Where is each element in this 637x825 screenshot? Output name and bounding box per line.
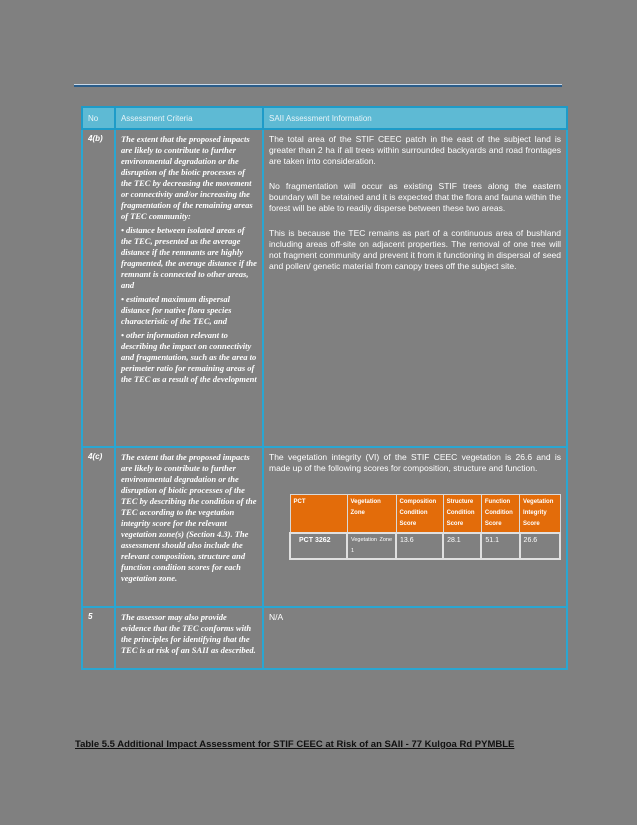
pct-value: PCT 3262	[290, 533, 347, 559]
table-header-row	[82, 107, 567, 129]
table-row	[82, 447, 567, 607]
row-number: 4(b)	[82, 129, 115, 447]
integrity-score: 26.6	[520, 533, 560, 559]
table-caption: Table 5.5 Additional Impact Assessment for STIF CEEC at Risk of an SAII - 77 Kulgoa Rd PYMBLE	[75, 739, 515, 750]
criteria-cell	[115, 607, 263, 669]
header-saii-information: SAII Assessment Information	[263, 107, 567, 129]
row-number: 5	[82, 607, 115, 669]
row-number: 4(c)	[82, 447, 115, 607]
header-assessment-criteria: Assessment Criteria	[115, 107, 263, 129]
inner-data-row	[290, 533, 560, 559]
inner-header-function: Function Condition Score	[481, 495, 519, 534]
assessment-table	[81, 106, 568, 670]
info-paragraph: The total area of the STIF CEEC patch in the east of the subject land is greater than 2 ha if all trees within surrounded backyards and road frontages are taken into consideration.	[269, 134, 561, 166]
info-cell	[263, 607, 567, 669]
info-paragraph: The vegetation integrity (VI) of the STIF CEEC vegetation is 26.6 and is made up of the following scores for composition, structure and function.	[269, 452, 561, 473]
criteria-text: The extent that the proposed impacts are likely to contribute to further environmental degradation or the disruption of biotic processes of the TEC by describing the condition of the TEC according to the vegetation integrity score for the relevant vegetation zone(s) (Section 4.3). The assessment should also include the relevant composition, structure and function condition scores for each vegetation zone.	[120, 452, 257, 583]
composition-score: 13.6	[396, 533, 443, 559]
info-cell	[263, 447, 567, 607]
inner-header-pct: PCT	[290, 495, 347, 534]
criteria-bullet: • distance between isolated areas of the TEC, presented as the average distance if the remnants are highly fragmented, the average distance if the remnant is connected to other areas, and	[120, 225, 257, 290]
criteria-text: The extent that the proposed impacts are likely to contribute to further environmental degradation or the disruption of the biotic processes of the TEC by decreasing the movement or connectivity and/or increasing the fragmentation of the remaining areas of TEC community:	[120, 134, 253, 221]
inner-header-vegetation-zone: Vegetation Zone	[347, 495, 396, 534]
info-paragraph: This is because the TEC remains as part of a continuous area of bushland including areas off-site on adjacent properties. The removal of one tree will not fragment community and prevent it from it functioning in dispersal of seed and pollen/ genetic material from canopy trees off the subject site.	[269, 228, 561, 271]
vegetation-zone-value: Vegetation Zone 1	[347, 533, 396, 559]
info-cell	[263, 129, 567, 447]
condition-score-table	[289, 494, 561, 560]
info-paragraph: No fragmentation will occur as existing STIF trees along the eastern boundary will be retained and it is expected that the flora and fauna within the forest will be able to readily disperse between these two areas.	[269, 181, 561, 213]
criteria-bullet: • estimated maximum dispersal distance for native flora species characteristic of the TEC, and	[120, 294, 232, 326]
table-row	[82, 607, 567, 669]
criteria-cell	[115, 447, 263, 607]
criteria-cell	[115, 129, 263, 447]
header-rule	[74, 84, 562, 87]
function-score: 51.1	[481, 533, 519, 559]
inner-header-integrity: Vegetation Integrity Score	[520, 495, 560, 534]
inner-header-composition: Composition Condition Score	[396, 495, 443, 534]
criteria-bullet: • other information relevant to describing the impact on connectivity and fragmentation, such as the area to perimeter ratio for remaining areas of the TEC as a result of the development	[120, 330, 257, 384]
criteria-text: The assessor may also provide evidence that the TEC conforms with the principles for identifying that the TEC is at risk of an SAII as described.	[120, 612, 256, 655]
header-no: No	[82, 107, 115, 129]
structure-score: 28.1	[443, 533, 481, 559]
info-paragraph: N/A	[269, 612, 284, 622]
inner-header-structure: Structure Condition Score	[443, 495, 481, 534]
table-row	[82, 129, 567, 447]
inner-header-row	[290, 495, 560, 534]
